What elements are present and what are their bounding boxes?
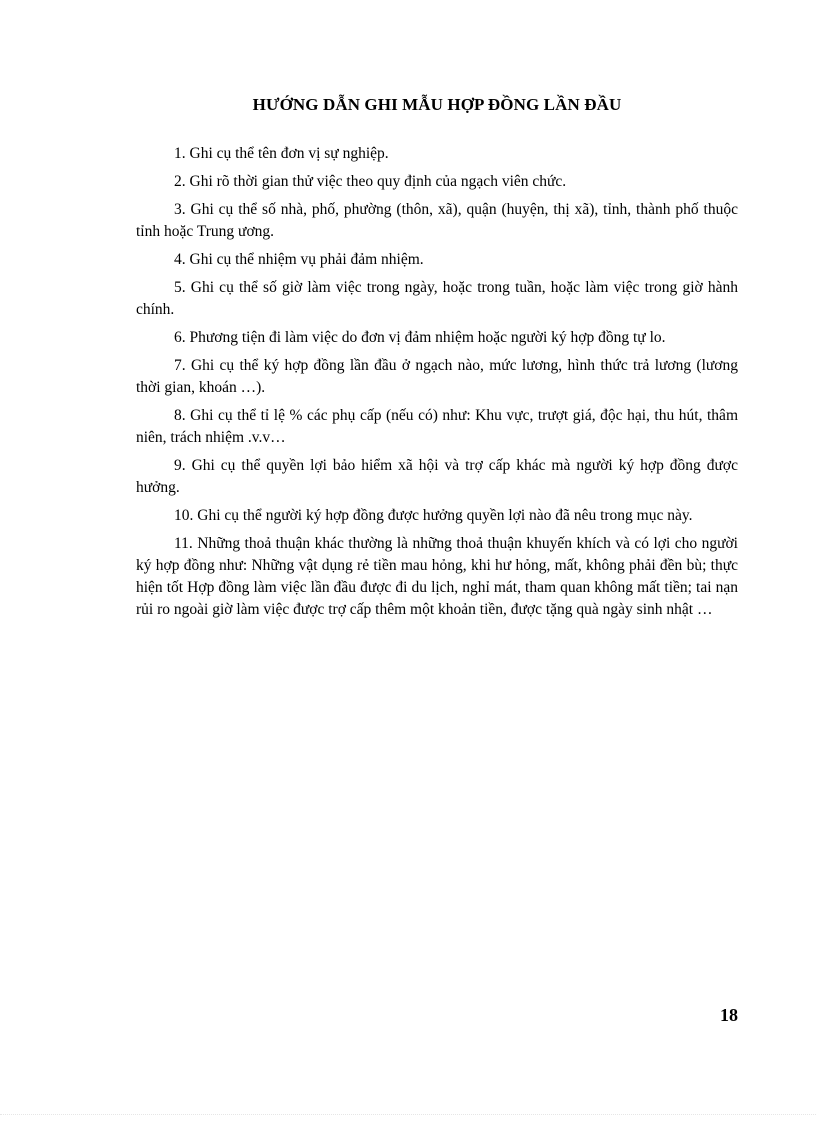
instruction-list bbox=[136, 143, 738, 627]
instruction-item-1: 1. Ghi cụ thể tên đơn vị sự nghiệp. bbox=[174, 145, 389, 162]
instruction-item-3: 3. Ghi cụ thể số nhà, phố, phường (thôn, xã), quận (huyện, thị xã), tỉnh, thành phố thuộc tỉnh hoặc Trung ương. bbox=[136, 201, 738, 240]
instruction-item-7: 7. Ghi cụ thể ký hợp đồng lần đầu ở ngạch nào, mức lương, hình thức trả lương (lương thời gian, khoán …). bbox=[136, 357, 738, 396]
instruction-item-10: 10. Ghi cụ thể người ký hợp đồng được hưởng quyền lợi nào đã nêu trong mục này. bbox=[174, 507, 693, 524]
instruction-item-9: 9. Ghi cụ thể quyền lợi bảo hiểm xã hội và trợ cấp khác mà người ký hợp đồng được hưởng. bbox=[136, 457, 738, 496]
instruction-item-5: 5. Ghi cụ thể số giờ làm việc trong ngày, hoặc trong tuần, hoặc làm việc trong giờ hành chính. bbox=[136, 279, 738, 318]
instruction-item-6: 6. Phương tiện đi làm việc do đơn vị đảm nhiệm hoặc người ký hợp đồng tự lo. bbox=[174, 329, 666, 346]
instruction-item-4: 4. Ghi cụ thể nhiệm vụ phải đảm nhiệm. bbox=[174, 251, 424, 268]
document-title: HƯỚNG DẪN GHI MẪU HỢP ĐỒNG LẦN ĐẦU bbox=[252, 95, 622, 114]
instruction-item-8: 8. Ghi cụ thể tỉ lệ % các phụ cấp (nếu có) như: Khu vực, trượt giá, độc hại, thu hút, thâm niên, trách nhiệm .v.v… bbox=[136, 407, 738, 446]
page-bottom-divider bbox=[0, 1114, 816, 1115]
page-number: 18 bbox=[720, 1005, 738, 1025]
instruction-item-2: 2. Ghi rõ thời gian thử việc theo quy định của ngạch viên chức. bbox=[174, 173, 567, 190]
instruction-item-11: 11. Những thoả thuận khác thường là những thoả thuận khuyến khích và có lợi cho người ký hợp đồng như: Những vật dụng rẻ tiền mau hỏng, khi hư hỏng, mất, không phải đền bù; thực hiện tốt Hợp đồng làm việc lần đầu được đi du lịch, nghỉ mát, tham quan không mất tiền; tai nạn rủi ro ngoài giờ làm việc được trợ cấp thêm một khoản tiền, được tặng quà ngày sinh nhật … bbox=[136, 535, 738, 618]
